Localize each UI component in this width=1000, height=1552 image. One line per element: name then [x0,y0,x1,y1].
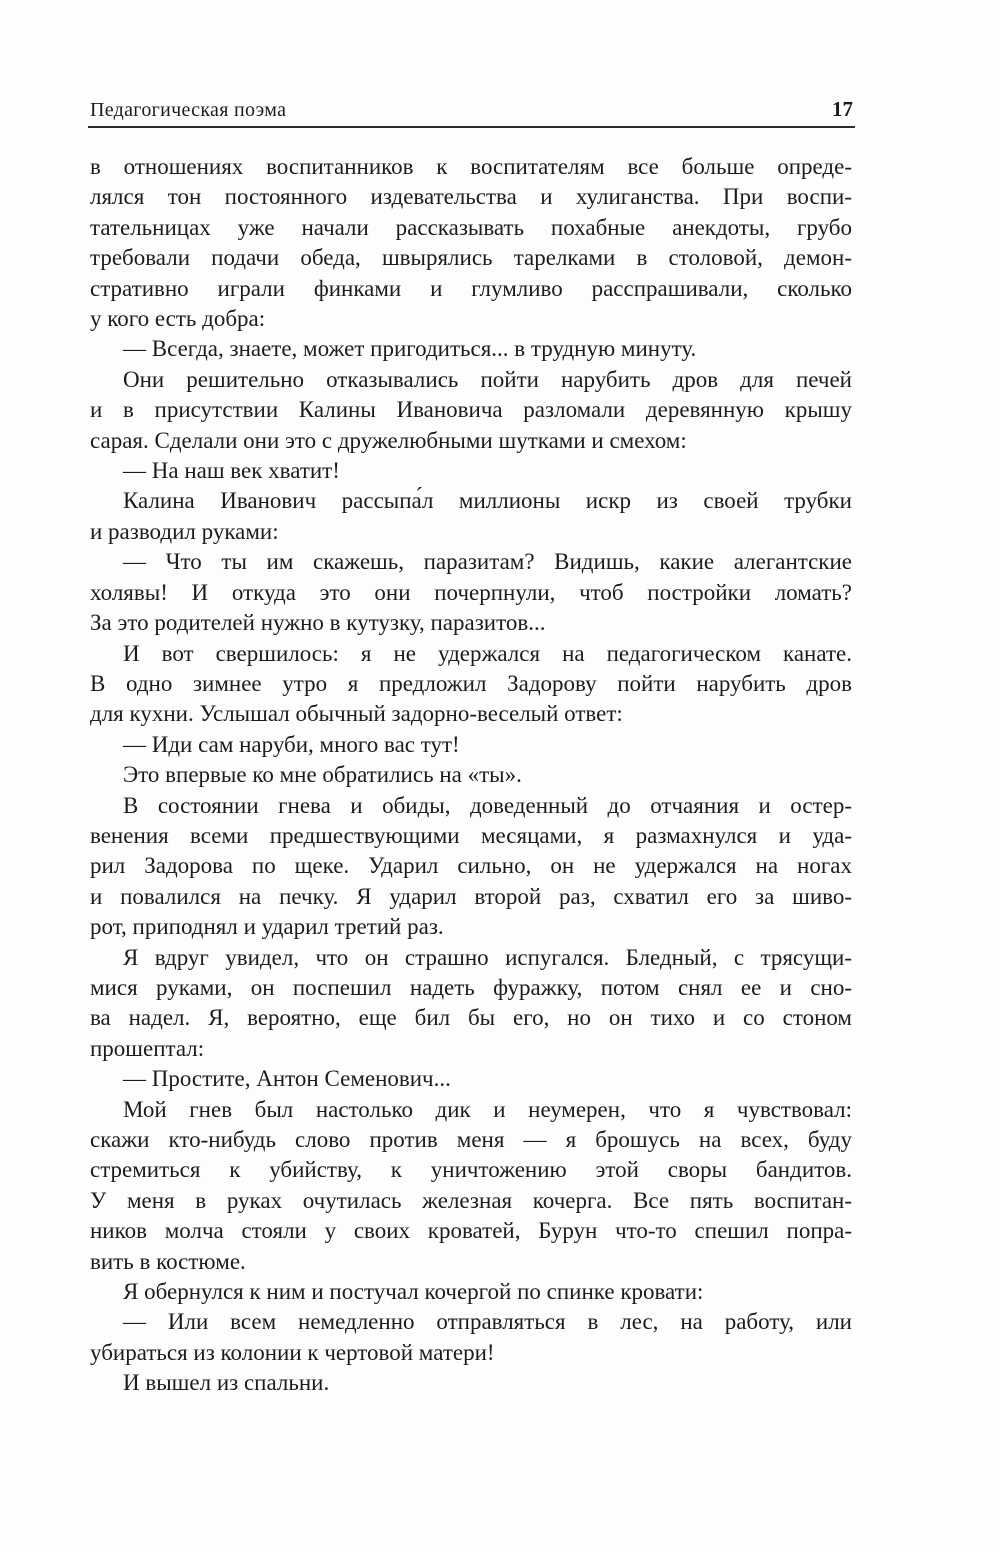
text-line: сарая. Сделали они это с дружелюбными шутками и смехом: [90,427,687,453]
paragraph [90,1307,852,1368]
text-line: Мой гнев был настолько дик и неумерен, что я чувствовал: [123,1096,852,1122]
text-line: — Или всем немедленно отправляться в лес, на работу, или [123,1309,852,1335]
paragraph [90,760,852,790]
text-line: И вышел из спальни. [123,1370,330,1396]
paragraph [90,334,852,364]
text-line: — Простите, Антон Семенович... [123,1066,451,1092]
text-line: ва надел. Я, вероятно, еще бил бы его, но он тихо и со стоном [90,1005,852,1031]
text-line: в отношениях воспитанников к воспитателям все больше опреде- [90,154,852,179]
text-line: стремиться к убийству, к уничтожению этой своры бандитов. [90,1157,852,1183]
text-line: лялся тон постоянного издевательства и хулиганства. При воспи- [90,184,852,210]
text-line: — Иди сам наруби, много вас тут! [123,731,460,757]
paragraph [90,365,852,456]
text-line: ников молча стояли у своих кроватей, Бурун что-то спешил попра- [90,1218,852,1244]
text-line: В состоянии гнева и обиды, доведенный до отчаяния и остер- [123,792,852,818]
page-number: 17 [832,97,853,121]
text-line: и повалился на печку. Я ударил второй раз, схватил его за шиво- [90,883,852,909]
text-line: И вот свершилось: я не удержался на педагогическом канате. [123,640,852,666]
text-line: прошептал: [90,1035,205,1061]
paragraph [90,1368,852,1398]
text-line: требовали подачи обеда, швырялись тарелками в столовой, демон- [90,245,852,271]
paragraph [90,639,852,730]
header-rule [88,126,855,128]
text-line: Калина Иванович рассыпа́л миллионы искр из своей трубки [123,488,852,514]
paragraph [90,1277,852,1307]
text-line: венения всеми предшествующими месяцами, я размахнулся и уда- [90,822,852,848]
paragraph [90,456,852,486]
text-line: Я обернулся к ним и постучал кочергой по спинке кровати: [123,1279,704,1305]
text-line: для кухни. Услышал обычный задорно-веселый ответ: [90,701,623,727]
text-line: мися руками, он поспешил надеть фуражку, потом снял ее и сно- [90,974,852,1000]
paragraph [90,152,852,334]
text-line: убираться из колонии к чертовой матери! [90,1339,495,1365]
page-text [90,152,852,1399]
text-line: — Всегда, знаете, может пригодиться... в трудную минуту. [123,336,697,362]
text-line: холявы! И откуда это они почерпнули, чтоб постройки ломать? [90,579,852,605]
text-line: Они решительно отказывались пойти нарубить дров для печей [123,366,852,392]
text-line: рил Задорова по щеке. Ударил сильно, он не удержался на ногах [90,853,852,879]
paragraph [90,943,852,1065]
paragraph [90,1095,852,1277]
paragraph [90,791,852,943]
text-line: — Что ты им скажешь, паразитам? Видишь, какие алегантские [123,549,852,575]
paragraph [90,730,852,760]
paragraph [90,1064,852,1094]
text-line: У меня в руках очутилась железная кочерга. Все пять воспитан- [90,1187,852,1213]
text-line: Я вдруг увидел, что он страшно испугался. Бледный, с трясущи- [123,944,852,970]
page-header [90,97,853,122]
text-line: В одно зимнее утро я предложил Задорову пойти нарубить дров [90,670,852,696]
text-line: тательницах уже начали рассказывать похабные анекдоты, грубо [90,214,852,240]
text-line: Это впервые ко мне обратились на «ты». [123,762,522,788]
paragraph [90,547,852,638]
text-line: рот, приподнял и ударил третий раз. [90,914,444,940]
text-line: у кого есть добра: [90,306,266,332]
text-line: — На наш век хватит! [123,458,340,484]
text-line: За это родителей нужно в кутузку, паразитов... [90,610,546,636]
text-line: скажи кто-нибудь слово против меня — я брошусь на всех, буду [90,1127,852,1152]
text-line: вить в костюме. [90,1248,246,1274]
paragraph [90,486,852,547]
text-line: стративно играли финками и глумливо расспрашивали, сколько [90,275,852,301]
text-line: и разводил руками: [90,518,279,544]
text-line: и в присутствии Калины Ивановича разломали деревянную крышу [90,397,852,423]
running-title: Педагогическая поэма [90,99,287,121]
